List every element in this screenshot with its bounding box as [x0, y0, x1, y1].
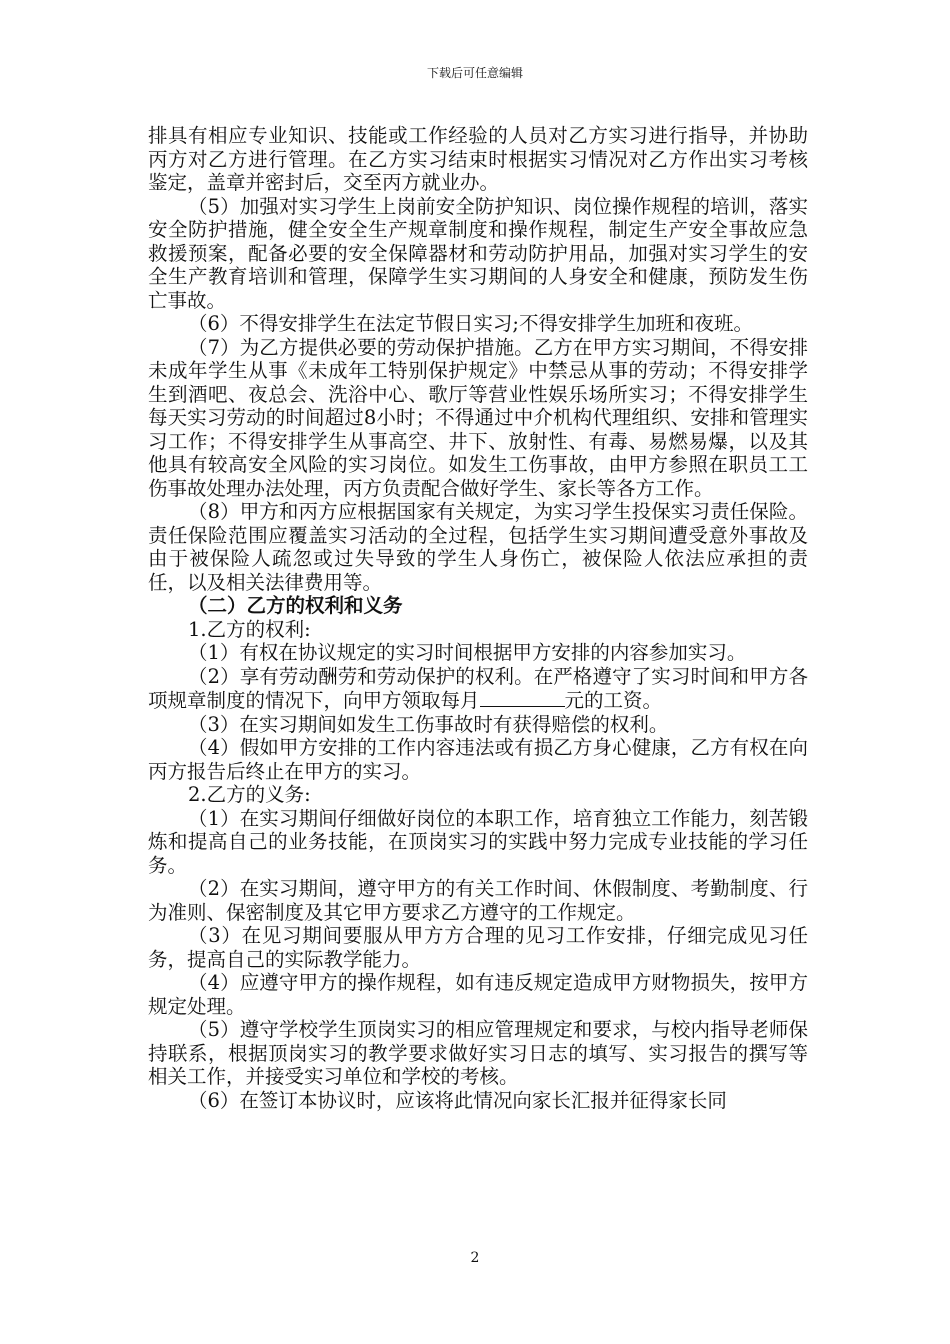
rights-item-3: （3）在实习期间如发生工伤事故时有获得赔偿的权利。	[188, 712, 669, 736]
rights-item-1: （1）有权在协议规定的实习时间根据甲方安排的内容参加实习。	[188, 641, 747, 664]
wage-blank-field	[480, 688, 565, 707]
rights-title: 1.乙方的权利:	[188, 617, 311, 641]
paragraph-item-5: （5）加强对实习学生上岗前安全防护知识、岗位操作规程的培训，落实安全防护措施，健全安全生产规章制度和操作规程，制定生产安全事故应急救援预案，配备必要的安全保障器材和劳动防护用品，加强对实习学生的安全生产教育培训和管理，保障学生实习期间的人身安全和健康，预防发生伤亡事故。	[148, 194, 808, 312]
document-body	[148, 124, 808, 1112]
duties-item-4: （4）应遵守甲方的操作规程，如有违反规定造成甲方财物损失，按甲方规定处理。	[148, 971, 808, 1018]
duties-item-3: （3）在见习期间要服从甲方方合理的见习工作安排，仔细完成见习任务，提高自己的实际教学能力。	[148, 924, 808, 971]
header-note: 下载后可任意编辑	[426, 66, 523, 80]
duties-title: 2.乙方的义务:	[188, 783, 311, 806]
paragraph-item-6: （6）不得安排学生在法定节假日实习;不得安排学生加班和夜班。	[188, 312, 753, 335]
paragraph-item-8: （8）甲方和丙方应根据国家有关规定，为实习学生投保实习责任保险。责任保险范围应覆盖实习活动的全过程，包括学生实习期间遭受意外事故及由于被保险人疏忽或过失导致的学生人身伤亡，被保险人依法应承担的责任，以及相关法律费用等。	[148, 500, 808, 594]
rights-item-4: （4）假如甲方安排的工作内容违法或有损乙方身心健康，乙方有权在向丙方报告后终止在甲方的实习。	[148, 736, 808, 783]
paragraph-continuation: 排具有相应专业知识、技能或工作经验的人员对乙方实习进行指导，并协助丙方对乙方进行管理。在乙方实习结束时根据实习情况对乙方作出实习考核鉴定，盖章并密封后，交至丙方就业办。	[148, 124, 808, 194]
duties-item-1: （1）在实习期间仔细做好岗位的本职工作，培育独立工作能力，刻苦锻炼和提高自己的业务技能，在顶岗实习的实践中努力完成专业技能的学习任务。	[148, 806, 808, 877]
section-heading: （二）乙方的权利和义务	[188, 594, 403, 617]
rights-item-2-text: （2）享有劳动酬劳和劳动保护的权利。在严格遵守了实习时间和甲方各项规章制度的情况下，向甲方领取每月	[148, 664, 808, 712]
rights-item-2-suffix: 元的工资。	[564, 689, 663, 712]
paragraph-item-7: （7）为乙方提供必要的劳动保护措施。乙方在甲方实习期间，不得安排未成年学生从事《未成年工特别保护规定》中禁忌从事的劳动；不得安排学生到酒吧、夜总会、洗浴中心、歌厅等营业性娱乐场所实习；不得安排学生每天实习劳动的时间超过8小时；不得通过中介机构代理组织、安排和管理实习工作；不得安排学生从事高空、井下、放射性、有毒、易燃易爆，以及其他具有较高安全风险的实习岗位。如发生工伤事故，由甲方参照在职员工工伤事故处理办法处理，丙方负责配合做好学生、家长等各方工作。	[148, 335, 808, 500]
duties-item-5: （5）遵守学校学生顶岗实习的相应管理规定和要求，与校内指导老师保持联系，根据顶岗实习的教学要求做好实习日志的填写、实习报告的撰写等相关工作，并接受实习单位和学校的考核。	[148, 1018, 808, 1088]
rights-item-2	[148, 665, 808, 713]
duties-item-6: （6）在签订本协议时，应该将此情况向家长汇报并征得家长同	[188, 1088, 727, 1112]
page-number: 2	[470, 1250, 480, 1266]
duties-item-2: （2）在实习期间，遵守甲方的有关工作时间、休假制度、考勤制度、行为准则、保密制度及其它甲方要求乙方遵守的工作规定。	[148, 877, 808, 924]
